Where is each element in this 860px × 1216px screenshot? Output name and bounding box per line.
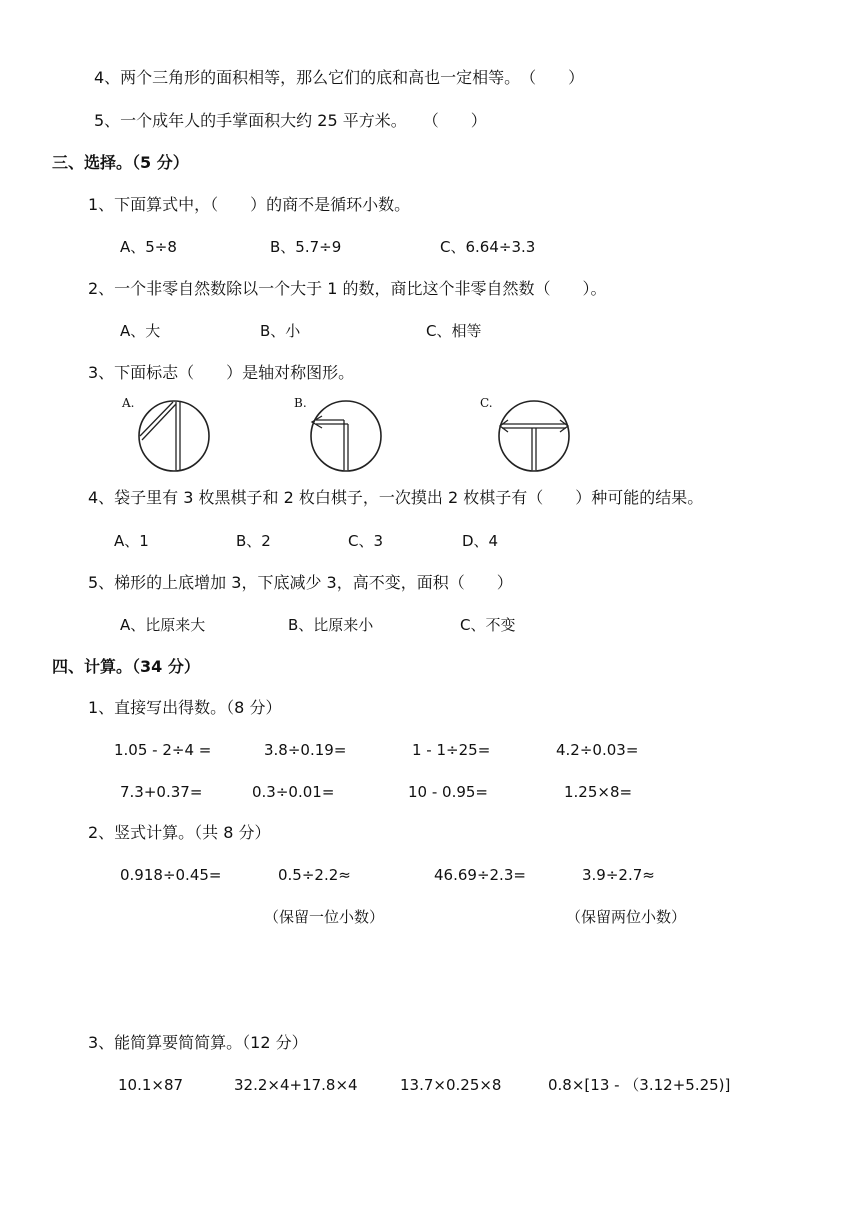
choice-q2-option-c: C、相等 bbox=[426, 322, 482, 340]
calc-p1-item: 0.3÷0.01= bbox=[252, 783, 335, 801]
symbol-figure-a bbox=[122, 396, 214, 472]
figure-c-label: C. bbox=[480, 396, 493, 410]
calc-p1-item: 1.25×8= bbox=[564, 783, 633, 801]
choice-q3: 3、下面标志（ ）是轴对称图形。 bbox=[88, 363, 355, 382]
judge-item-4: 4、两个三角形的面积相等，那么它们的底和高也一定相等。 （ ） bbox=[94, 68, 585, 87]
choice-q5: 5、梯形的上底增加 3，下底减少 3，高不变，面积（ ） bbox=[88, 573, 513, 592]
calc-p1-item: 3.8÷0.19= bbox=[264, 741, 347, 759]
figure-b-label: B. bbox=[294, 396, 307, 410]
calc-p3-item: 32.2×4+17.8×4 bbox=[234, 1076, 358, 1094]
choice-q4-option-d: D、4 bbox=[462, 532, 499, 550]
choice-q1-option-c: C、6.64÷3.3 bbox=[440, 238, 536, 256]
figure-a-graphic bbox=[122, 396, 214, 472]
calc-p3-item: 13.7×0.25×8 bbox=[400, 1076, 502, 1094]
choice-q5-option-a: A、比原来大 bbox=[120, 616, 206, 634]
choice-q1-option-a: A、5÷8 bbox=[120, 238, 177, 256]
calc-p2-item: 0.918÷0.45= bbox=[120, 866, 222, 884]
figure-b-graphic bbox=[294, 396, 386, 472]
calc-p2-item: 0.5÷2.2≈ bbox=[278, 866, 351, 884]
calc-p2-item: 46.69÷2.3= bbox=[434, 866, 526, 884]
choice-q4-option-b: B、2 bbox=[236, 532, 271, 550]
symbol-figure-c bbox=[480, 396, 572, 472]
choice-q2: 2、一个非零自然数除以一个大于 1 的数，商比这个非零自然数（ ）。 bbox=[88, 279, 607, 298]
choice-q5-option-b: B、比原来小 bbox=[288, 616, 374, 634]
figure-c-graphic bbox=[480, 396, 572, 472]
section-choice-title: 三、选择。（5 分） bbox=[52, 153, 189, 172]
choice-q1-option-b: B、5.7÷9 bbox=[270, 238, 342, 256]
calc-part2-title: 2、竖式计算。（共 8 分） bbox=[88, 823, 271, 842]
choice-q5-option-c: C、不变 bbox=[460, 616, 516, 634]
calc-p1-item: 10 - 0.95= bbox=[408, 783, 489, 801]
calc-p1-item: 1 - 1÷25= bbox=[412, 741, 491, 759]
calc-p2-note: （保留一位小数） bbox=[264, 908, 385, 926]
calc-p2-note: （保留两位小数） bbox=[566, 908, 687, 926]
choice-q4-option-a: A、1 bbox=[114, 532, 149, 550]
figure-a-label: A. bbox=[122, 396, 135, 410]
calc-p3-item: 10.1×87 bbox=[118, 1076, 184, 1094]
calc-p1-item: 1.05 - 2÷4 = bbox=[114, 741, 212, 759]
choice-q1: 1、下面算式中，（ ）的商不是循环小数。 bbox=[88, 195, 411, 214]
calc-p1-item: 4.2÷0.03= bbox=[556, 741, 639, 759]
choice-q2-option-a: A、大 bbox=[120, 322, 161, 340]
calc-p3-item: 0.8×[13 - （3.12+5.25)] bbox=[548, 1076, 731, 1094]
calc-part1-title: 1、直接写出得数。（8 分） bbox=[88, 698, 282, 717]
symbol-figure-b bbox=[294, 396, 386, 472]
calc-p2-item: 3.9÷2.7≈ bbox=[582, 866, 655, 884]
calc-p1-item: 7.3+0.37= bbox=[120, 783, 203, 801]
calc-part3-title: 3、能简算要简简算。（12 分） bbox=[88, 1033, 308, 1052]
choice-q2-option-b: B、小 bbox=[260, 322, 301, 340]
choice-q4: 4、袋子里有 3 枚黑棋子和 2 枚白棋子，一次摸出 2 枚棋子有（ ）种可能的结果。 bbox=[88, 488, 704, 507]
choice-q4-option-c: C、3 bbox=[348, 532, 384, 550]
section-calc-title: 四、计算。（34 分） bbox=[52, 657, 200, 676]
judge-item-5: 5、一个成年人的手掌面积大约 25 平方米。 （ ） bbox=[94, 111, 487, 130]
